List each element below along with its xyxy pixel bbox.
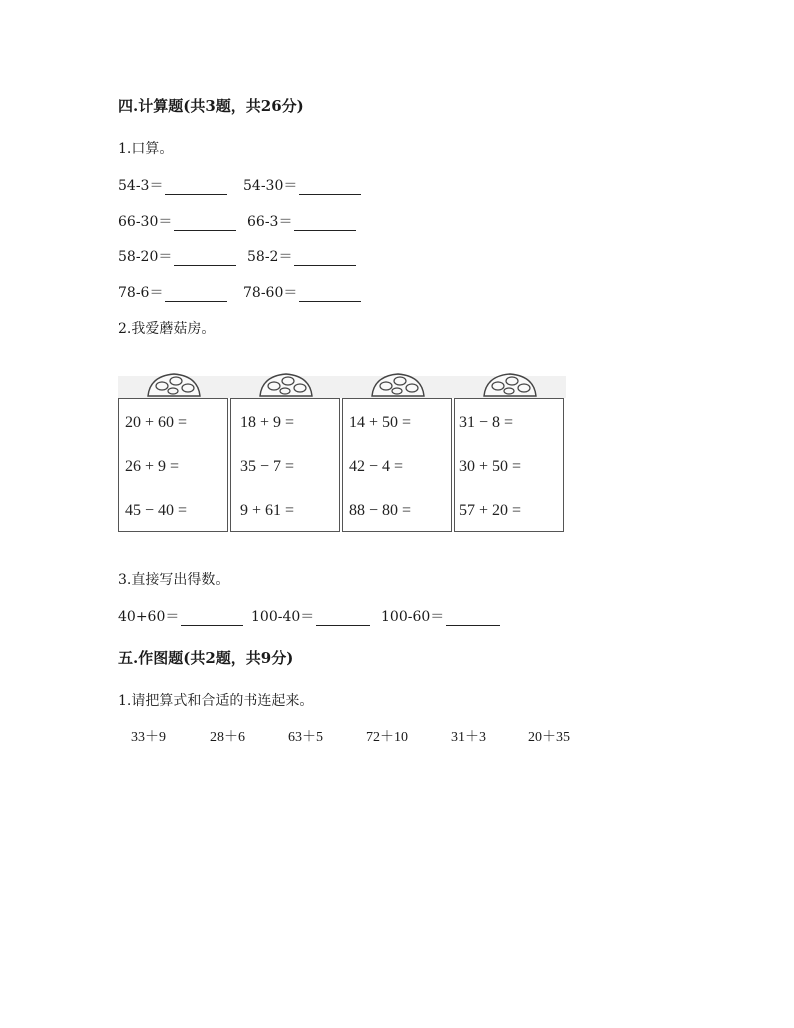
answer-blank[interactable] <box>181 611 243 626</box>
house-equation: 30 + 50 = <box>459 458 522 475</box>
mushroom-house-4 <box>454 398 564 532</box>
equation-text: 100-40＝ <box>251 609 315 625</box>
house-equation: 35 − 7 = <box>240 458 295 475</box>
equation-text: 100-60＝ <box>381 609 445 625</box>
answer-blank[interactable] <box>174 251 236 266</box>
answer-blank[interactable] <box>294 251 356 266</box>
answer-blank[interactable] <box>299 180 361 195</box>
equation-text: 66-30＝ <box>118 214 173 230</box>
match-expression[interactable]: 31＋3 <box>451 730 486 745</box>
mushroom-houses-figure <box>118 370 566 538</box>
direct-answer-2 <box>251 606 370 626</box>
match-expression[interactable]: 33＋9 <box>131 730 166 745</box>
oral-calc-row-1-right <box>243 175 361 195</box>
house-equation: 45 − 40 = <box>125 502 188 519</box>
answer-blank[interactable] <box>165 287 227 302</box>
equation-text: 66-3＝ <box>247 214 293 230</box>
equation-text: 78-6＝ <box>118 285 164 301</box>
direct-answer-1 <box>118 606 243 626</box>
equation-text: 40+60＝ <box>118 609 180 625</box>
oral-calc-row-4-left <box>118 282 227 302</box>
section-5-title: 五.作图题(共2题，共9分) <box>118 649 294 667</box>
oral-calc-row-2-left <box>118 211 236 231</box>
mushroom-roof-icon <box>144 370 204 398</box>
question-5-1-label: 1.请把算式和合适的书连起来。 <box>118 693 314 709</box>
house-equation: 26 + 9 = <box>125 458 180 475</box>
equation-text: 58-20＝ <box>118 249 173 265</box>
match-expression[interactable]: 20＋35 <box>528 730 570 745</box>
equation-text: 54-30＝ <box>243 178 298 194</box>
house-equation: 88 − 80 = <box>349 502 412 519</box>
house-equation: 9 + 61 = <box>240 502 295 519</box>
answer-blank[interactable] <box>316 611 370 626</box>
equation-text: 54-3＝ <box>118 178 164 194</box>
equation-text: 58-2＝ <box>247 249 293 265</box>
question-3-label: 3.直接写出得数。 <box>118 572 230 588</box>
question-2-label: 2.我爱蘑菇房。 <box>118 321 216 337</box>
mushroom-roof-icon <box>368 370 428 398</box>
answer-blank[interactable] <box>446 611 500 626</box>
direct-answer-3 <box>381 606 500 626</box>
oral-calc-row-1-left <box>118 175 227 195</box>
answer-blank[interactable] <box>294 216 356 231</box>
equation-text: 78-60＝ <box>243 285 298 301</box>
house-equation: 20 + 60 = <box>125 414 188 431</box>
mushroom-roof-icon <box>256 370 316 398</box>
house-equation: 31 − 8 = <box>459 414 514 431</box>
mushroom-roof-icon <box>480 370 540 398</box>
oral-calc-row-3-right <box>247 246 356 266</box>
house-equation: 14 + 50 = <box>349 414 412 431</box>
match-expression[interactable]: 28＋6 <box>210 730 245 745</box>
answer-blank[interactable] <box>299 287 361 302</box>
oral-calc-row-3-left <box>118 246 236 266</box>
match-expression[interactable]: 63＋5 <box>288 730 323 745</box>
answer-blank[interactable] <box>174 216 236 231</box>
section-4-title: 四.计算题(共3题，共26分) <box>118 97 304 115</box>
mushroom-house-2 <box>230 398 340 532</box>
house-equation: 18 + 9 = <box>240 414 295 431</box>
house-equation: 42 − 4 = <box>349 458 404 475</box>
mushroom-house-3 <box>342 398 452 532</box>
oral-calc-row-2-right <box>247 211 356 231</box>
house-equation: 57 + 20 = <box>459 502 522 519</box>
answer-blank[interactable] <box>165 180 227 195</box>
mushroom-house-1 <box>118 398 228 532</box>
question-1-label: 1.口算。 <box>118 141 174 157</box>
oral-calc-row-4-right <box>243 282 361 302</box>
match-expression[interactable]: 72＋10 <box>366 730 408 745</box>
